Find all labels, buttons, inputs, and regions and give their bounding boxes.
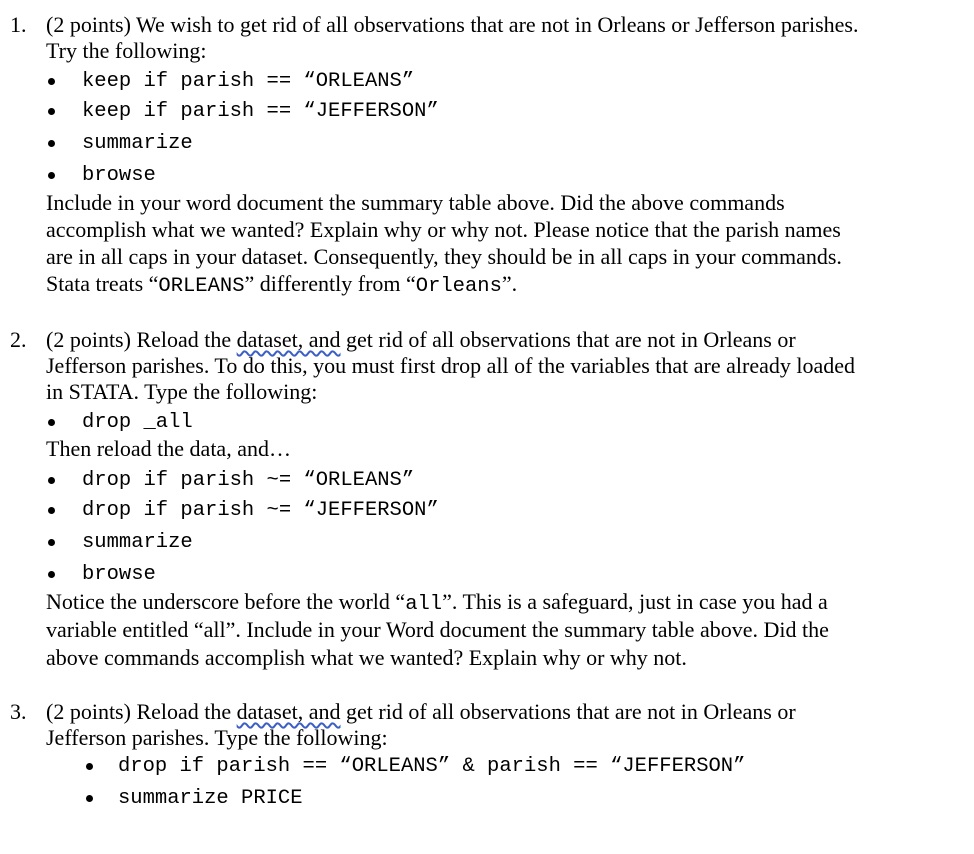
q1-body-1: Include in your word document the summary table above. Did the above commands [46, 190, 785, 215]
q3-line2: Jefferson parishes. Type the following: [46, 725, 388, 750]
text-run: (2 points) Reload the [46, 699, 237, 724]
text-run: get rid of all observations that are not in Orleans or [340, 699, 796, 724]
inline-code: all [405, 593, 443, 616]
q1-number: 1. [10, 12, 27, 37]
bullet-icon [48, 507, 55, 514]
q2-line2: Jefferson parishes. To do this, you must first drop all of the variables that are already loaded [46, 353, 855, 378]
text-run: (2 points) Reload the [46, 327, 237, 352]
q2-body-2: variable entitled “all”. Include in your Word document the summary table above. Did the [46, 617, 829, 642]
bullet-icon [48, 477, 55, 484]
bullet-icon [48, 172, 55, 179]
q1-body-2: accomplish what we wanted? Explain why or why not. Please notice that the parish names [46, 217, 841, 242]
q2-drop-all: drop _all [82, 411, 193, 434]
q3-number: 3. [10, 699, 27, 724]
text-run: ”. This is a safeguard, just in case you had a [442, 589, 828, 614]
q3-command-2: summarize PRICE [118, 787, 303, 810]
inline-code: Orleans [415, 275, 502, 298]
q3-command-1: drop if parish == “ORLEANS” & parish == “JEFFERSON” [118, 755, 746, 778]
q1-line1: (2 points) We wish to get rid of all observations that are not in Orleans or Jefferson parishes. [46, 12, 859, 37]
text-run: ” differently from “ [244, 271, 416, 296]
q2-line3: in STATA. Type the following: [46, 379, 318, 404]
q1-line2: Try the following: [46, 38, 207, 63]
q1-command-1: keep if parish == “ORLEANS” [82, 70, 415, 93]
bullet-icon [86, 763, 93, 770]
q2-then: Then reload the data, and… [46, 436, 291, 461]
q2-command-2: drop if parish ~= “JEFFERSON” [82, 499, 439, 522]
inline-code: ORLEANS [158, 275, 245, 298]
q3-line1 [46, 699, 796, 725]
q1-command-3: summarize [82, 132, 193, 155]
q2-body-1 [46, 589, 828, 618]
q2-command-4: browse [82, 563, 156, 586]
text-run: ”. [501, 271, 518, 296]
grammar-flag[interactable]: dataset, and [236, 327, 341, 352]
bullet-icon [48, 419, 55, 426]
q2-command-1: drop if parish ~= “ORLEANS” [82, 469, 415, 492]
bullet-icon [48, 140, 55, 147]
bullet-icon [48, 108, 55, 115]
bullet-icon [86, 795, 93, 802]
text-run: get rid of all observations that are not in Orleans or [340, 327, 796, 352]
text-run: Notice the underscore before the world “ [46, 589, 406, 614]
q2-command-3: summarize [82, 531, 193, 554]
q1-command-4: browse [82, 164, 156, 187]
q2-number: 2. [10, 327, 27, 352]
q1-body-3: are in all caps in your dataset. Consequently, they should be in all caps in your commands. [46, 244, 842, 269]
q2-line1 [46, 327, 796, 353]
q1-command-2: keep if parish == “JEFFERSON” [82, 100, 439, 123]
q1-body-4 [46, 271, 517, 300]
bullet-icon [48, 571, 55, 578]
grammar-flag[interactable]: dataset, and [236, 699, 341, 724]
bullet-icon [48, 539, 55, 546]
text-run: Stata treats “ [46, 271, 159, 296]
bullet-icon [48, 78, 55, 85]
q2-body-3: above commands accomplish what we wanted? Explain why or why not. [46, 645, 687, 670]
